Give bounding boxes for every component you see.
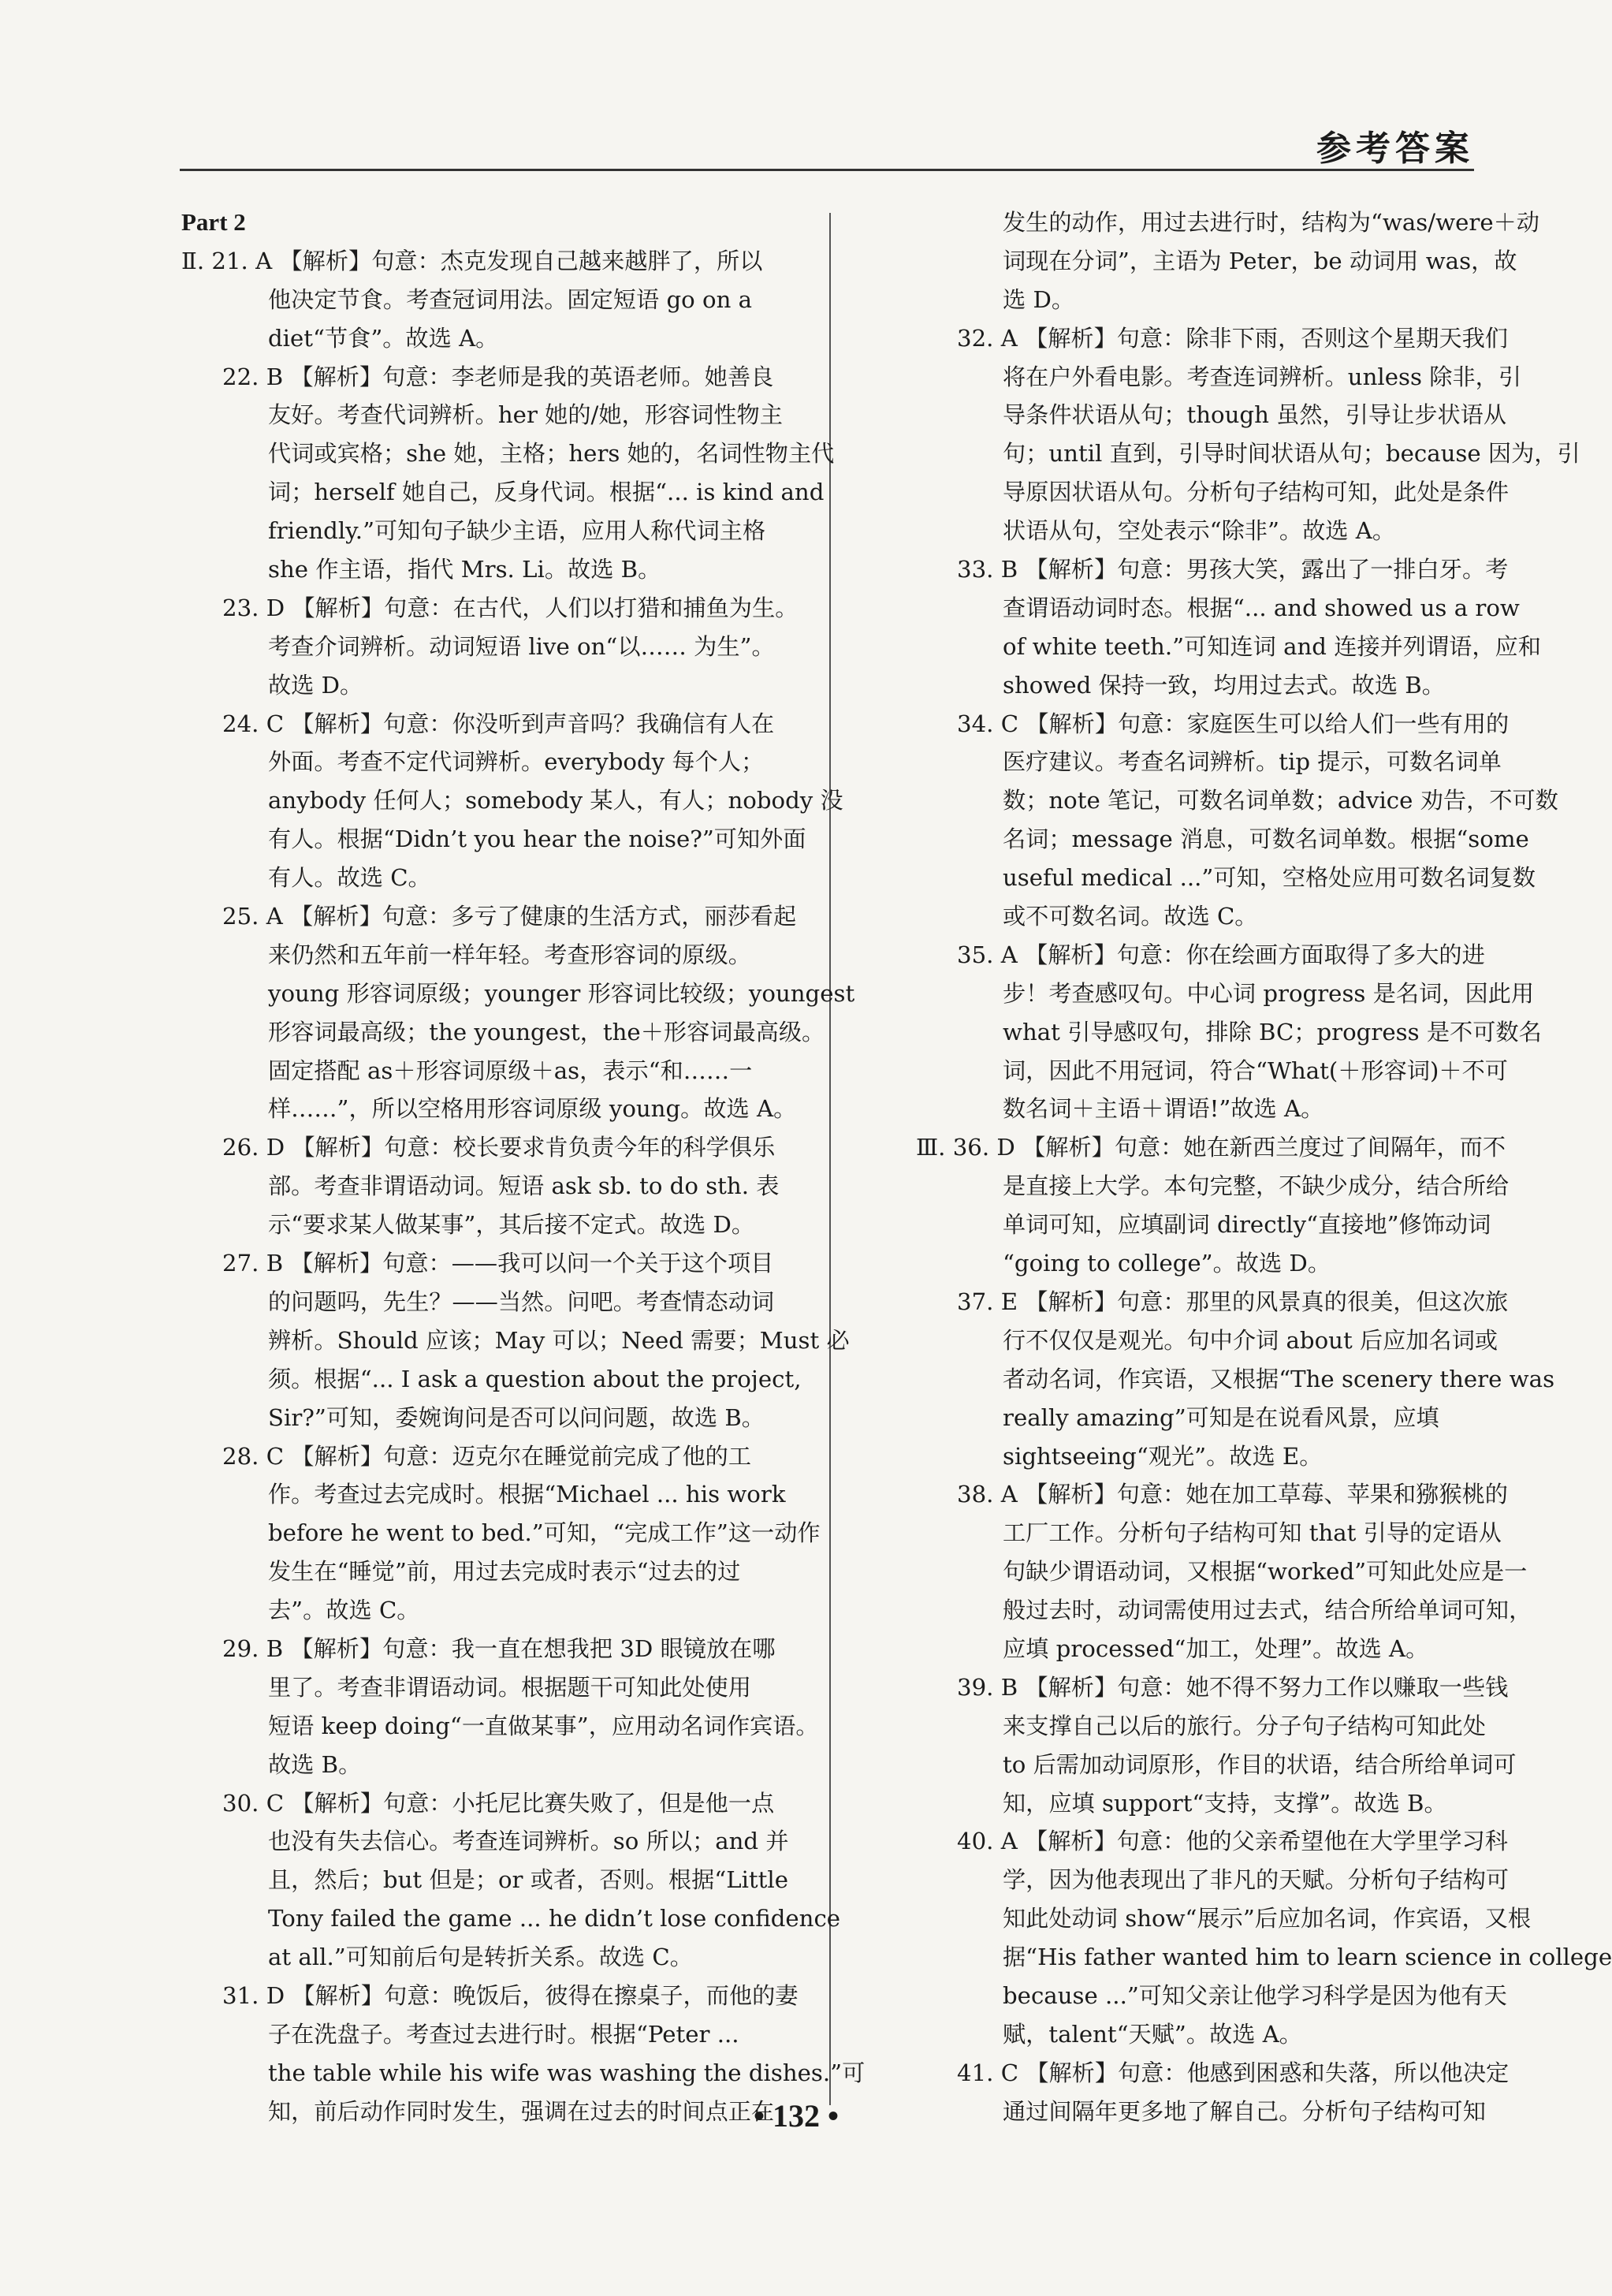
column-divider <box>829 213 831 2105</box>
answer-text-line: 样……”，所以空格用形容词原级 young。故选 A。 <box>268 1095 797 1123</box>
answer-text-line: because ...”可知父亲让他学习科学是因为他有天 <box>1003 1981 1507 2009</box>
answer-text-line: 导原因状语从句。分析句子结构可知，此处是条件 <box>1003 479 1510 506</box>
answer-text-line: 31. D 【解析】句意：晚饭后，彼得在擦桌子，而他的妻 <box>222 1981 799 2009</box>
answer-text-line: friendly.”可知句子缺少主语，应用人称代词主格 <box>268 517 766 545</box>
answer-text-line: anybody 任何人；somebody 某人，有人；nobody 没 <box>268 787 843 814</box>
answer-text-line: 句；until 直到，引导时间状语从句；because 因为，引 <box>1003 440 1580 468</box>
right-column-lines <box>916 203 1612 2131</box>
answer-text-line: 26. D 【解析】句意：校长要求肯负责今年的科学俱乐 <box>222 1134 776 1161</box>
answer-text-line: 形容词最高级；the youngest，the＋形容词最高级。 <box>268 1018 825 1046</box>
answer-text-line: 故选 D。 <box>268 671 363 699</box>
answer-text-line: 词，因此不用冠词，符合“What(＋形容词)＋不可 <box>1003 1057 1508 1084</box>
answer-text-line: she 作主语，指代 Mrs. Li。故选 B。 <box>268 556 661 583</box>
answer-text-line: 38. A 【解析】句意：她在加工草莓、苹果和猕猴桃的 <box>957 1481 1508 1508</box>
answer-text-line: 且，然后；but 但是；or 或者，否则。根据“Little <box>268 1866 788 1894</box>
answer-text-line: 29. B 【解析】句意：我一直在想我把 3D 眼镜放在哪 <box>222 1634 776 1662</box>
answer-text-line: 40. A 【解析】句意：他的父亲希望他在大学里学习科 <box>957 1828 1508 1855</box>
answer-text-line: 般过去时，动词需使用过去式，结合所给单词可知， <box>1003 1597 1532 1624</box>
answer-text-line: 有人。根据“Didn’t you hear the noise?”可知外面 <box>268 826 806 853</box>
answer-text-line: 单词可知，应填副词 directly“直接地”修饰动词 <box>1003 1211 1491 1239</box>
answer-text-line: Sir?”可知，委婉询问是否可以问问题，故选 B。 <box>268 1403 765 1431</box>
answer-text-line: showed 保持一致，均用过去式。故选 B。 <box>1003 671 1445 699</box>
answer-text-line: 25. A 【解析】句意：多亏了健康的生活方式，丽莎看起 <box>222 903 797 930</box>
answer-text-line: 辨析。Should 应该；May 可以；Need 需要；Must 必 <box>268 1326 850 1354</box>
answer-text-line: 发生的动作，用过去进行时，结构为“was/were＋动 <box>1003 209 1539 236</box>
answer-text-line: 是直接上大学。本句完整，不缺少成分，结合所给 <box>1003 1172 1510 1200</box>
answer-text-line: 知此处动词 show“展示”后应加名词，作宾语，又根 <box>1003 1905 1532 1933</box>
answer-text-line: 27. B 【解析】句意：——我可以问一个关于这个项目 <box>222 1250 774 1277</box>
answer-text-line: 35. A 【解析】句意：你在绘画方面取得了多大的进 <box>957 941 1485 968</box>
answer-text-line: 34. C 【解析】句意：家庭医生可以给人们一些有用的 <box>957 710 1510 737</box>
answer-text-line: 名词；message 消息，可数名词单数。根据“some <box>1003 826 1529 853</box>
answer-text-line: 也没有失去信心。考查连词辨析。so 所以；and 并 <box>268 1828 789 1855</box>
answer-text-line: to 后需加动词原形，作目的状语，结合所给单词可 <box>1003 1750 1517 1778</box>
header-rule <box>180 169 1474 171</box>
page-header-title: 参考答案 <box>1316 129 1474 169</box>
answer-text-line: 部。考查非谓语动词。短语 ask sb. to do sth. 表 <box>268 1172 780 1200</box>
answer-text-line: 的问题吗，先生？——当然。问吧。考查情态动词 <box>268 1288 775 1315</box>
answer-text-line: 有人。故选 C。 <box>268 864 431 892</box>
page-number: • 132 • <box>753 2098 839 2134</box>
answer-text-line: 41. C 【解析】句意：他感到困惑和失落，所以他决定 <box>957 2059 1510 2086</box>
answer-text-line: diet“节食”。故选 A。 <box>268 324 499 352</box>
answer-text-line: 24. C 【解析】句意：你没听到声音吗？我确信有人在 <box>222 710 775 737</box>
answer-text-line: 他决定节食。考查冠词用法。固定短语 go on a <box>268 285 753 313</box>
answer-text-line: 查谓语动词时态。根据“... and showed us a row <box>1003 594 1520 621</box>
answer-text-line: Tony failed the game ... he didn’t lose confidence <box>268 1905 841 1933</box>
answer-text-line: 知，应填 support“支持，支撑”。故选 B。 <box>1003 1789 1447 1817</box>
answer-text-line: really amazing”可知是在说看风景，应填 <box>1003 1403 1439 1431</box>
answer-text-line: of white teeth.”可知连词 and 连接并列谓语，应和 <box>1003 632 1541 660</box>
answer-text-line: 导条件状语从句；though 虽然，引导让步状语从 <box>1003 401 1507 429</box>
answer-text-line: 应填 processed“加工，处理”。故选 A。 <box>1003 1634 1429 1662</box>
answer-text-line: 数；note 笔记，可数名词单数；advice 劝告，不可数 <box>1003 787 1558 814</box>
answer-text-line: 词；herself 她自己，反身代词。根据“... is kind and <box>268 479 825 506</box>
answer-text-line: 28. C 【解析】句意：迈克尔在睡觉前完成了他的工 <box>222 1442 752 1470</box>
answer-text-line: 将在户外看电影。考查连词辨析。unless 除非，引 <box>1003 363 1522 390</box>
answer-text-line: 词现在分词”，主语为 Peter，be 动词用 was，故 <box>1003 247 1517 274</box>
answer-text-line: 30. C 【解析】句意：小托尼比赛失败了，但是他一点 <box>222 1789 775 1817</box>
answer-text-line: 固定搭配 as＋形容词原级＋as，表示“和……一 <box>268 1057 753 1084</box>
part-label: Part 2 <box>181 208 246 236</box>
answer-text-line: 选 D。 <box>1003 285 1075 313</box>
answer-text-line: 句缺少谓语动词，又根据“worked”可知此处应是一 <box>1003 1558 1528 1586</box>
answer-text-line: 或不可数名词。故选 C。 <box>1003 903 1258 930</box>
answer-text-line: 友好。考查代词辨析。her 她的/她，形容词性物主 <box>268 401 783 429</box>
answer-text-line: 工厂工作。分析句子结构可知 that 引导的定语从 <box>1003 1519 1502 1547</box>
answer-text-line: 学，因为他表现出了非凡的天赋。分析句子结构可 <box>1003 1866 1510 1894</box>
answer-text-line: 子在洗盘子。考查过去进行时。根据“Peter ... <box>268 2020 739 2048</box>
answer-text-line: 步！考查感叹句。中心词 progress 是名词，因此用 <box>1003 979 1535 1007</box>
answer-text-line: 代词或宾格；she 她，主格；hers 她的，名词性物主代 <box>268 440 835 468</box>
answer-text-line: the table while his wife was washing the dishes.”可 <box>268 2059 866 2086</box>
answer-text-line: 22. B 【解析】句意：李老师是我的英语老师。她善良 <box>222 363 774 390</box>
answer-text-line: before he went to bed.”可知，“完成工作”这一动作 <box>268 1519 821 1547</box>
answer-text-line: 状语从句，空处表示“除非”。故选 A。 <box>1003 517 1396 545</box>
answer-text-line: “going to college”。故选 D。 <box>1003 1250 1331 1277</box>
answer-text-line: 39. B 【解析】句意：她不得不努力工作以赚取一些钱 <box>957 1673 1509 1701</box>
answer-text-line: 来仍然和五年前一样年轻。考查形容词的原级。 <box>268 941 751 968</box>
answer-text-line: 行不仅仅是观光。句中介词 about 后应加名词或 <box>1003 1326 1498 1354</box>
answer-text-line: 须。根据“... I ask a question about the project, <box>268 1365 802 1392</box>
answer-text-line: 短语 keep doing“一直做某事”，应用动名词作宾语。 <box>268 1712 819 1739</box>
answer-text-line: useful medical ...”可知，空格处应用可数名词复数 <box>1003 864 1536 892</box>
answer-text-line: 考查介词辨析。动词短语 live on“以…… 为生”。 <box>268 632 775 660</box>
answer-text-line: 里了。考查非谓语动词。根据题干可知此处使用 <box>268 1673 751 1701</box>
answer-text-line: 37. E 【解析】句意：那里的风景真的很美，但这次旅 <box>957 1288 1509 1315</box>
answer-text-line: 示“要求某人做某事”，其后接不定式。故选 D。 <box>268 1211 755 1239</box>
answer-text-line: 者动名词，作宾语，又根据“The scenery there was <box>1003 1365 1555 1392</box>
answer-text-line: 故选 B。 <box>268 1750 362 1778</box>
answer-text-line: 外面。考查不定代词辨析。everybody 每个人； <box>268 748 765 776</box>
answer-text-line: 去”。故选 C。 <box>268 1597 420 1624</box>
right-column <box>916 203 1612 2131</box>
answer-text-line: 赋，talent“天赋”。故选 A。 <box>1003 2020 1302 2048</box>
answer-text-line: 32. A 【解析】句意：除非下雨，否则这个星期天我们 <box>957 324 1508 352</box>
answer-text-line: 据“His father wanted him to learn science in college <box>1003 1944 1612 1971</box>
answer-text-line: 知，前后动作同时发生，强调在过去的时间点正在 <box>268 2097 775 2125</box>
answer-text-line: 通过间隔年更多地了解自己。分析句子结构可知 <box>1003 2097 1486 2125</box>
left-column <box>181 203 866 2131</box>
answer-text-line: Ⅲ. 36. D 【解析】句意：她在新西兰度过了间隔年，而不 <box>916 1134 1506 1161</box>
answer-text-line: Ⅱ. 21. A 【解析】句意：杰克发现自己越来越胖了，所以 <box>181 247 763 274</box>
answer-text-line: sightseeing“观光”。故选 E。 <box>1003 1442 1323 1470</box>
answer-text-line: 33. B 【解析】句意：男孩大笑，露出了一排白牙。考 <box>957 556 1509 583</box>
left-column-lines <box>181 242 866 2131</box>
answer-text-line: young 形容词原级；younger 形容词比较级；youngest <box>268 979 855 1007</box>
answer-text-line: 来支撑自己以后的旅行。分子句子结构可知此处 <box>1003 1712 1486 1739</box>
answer-text-line: 医疗建议。考查名词辨析。tip 提示，可数名词单 <box>1003 748 1502 776</box>
answer-text-line: at all.”可知前后句是转折关系。故选 C。 <box>268 1944 693 1971</box>
answer-text-line: what 引导感叹句，排除 BC；progress 是不可数名 <box>1003 1018 1542 1046</box>
answer-text-line: 23. D 【解析】句意：在古代，人们以打猎和捕鱼为生。 <box>222 594 799 621</box>
answer-text-line: 发生在“睡觉”前，用过去完成时表示“过去的过 <box>268 1558 741 1586</box>
answer-text-line: 作。考查过去完成时。根据“Michael ... his work <box>268 1481 786 1508</box>
answer-text-line: 数名词＋主语＋谓语!”故选 A。 <box>1003 1095 1324 1123</box>
